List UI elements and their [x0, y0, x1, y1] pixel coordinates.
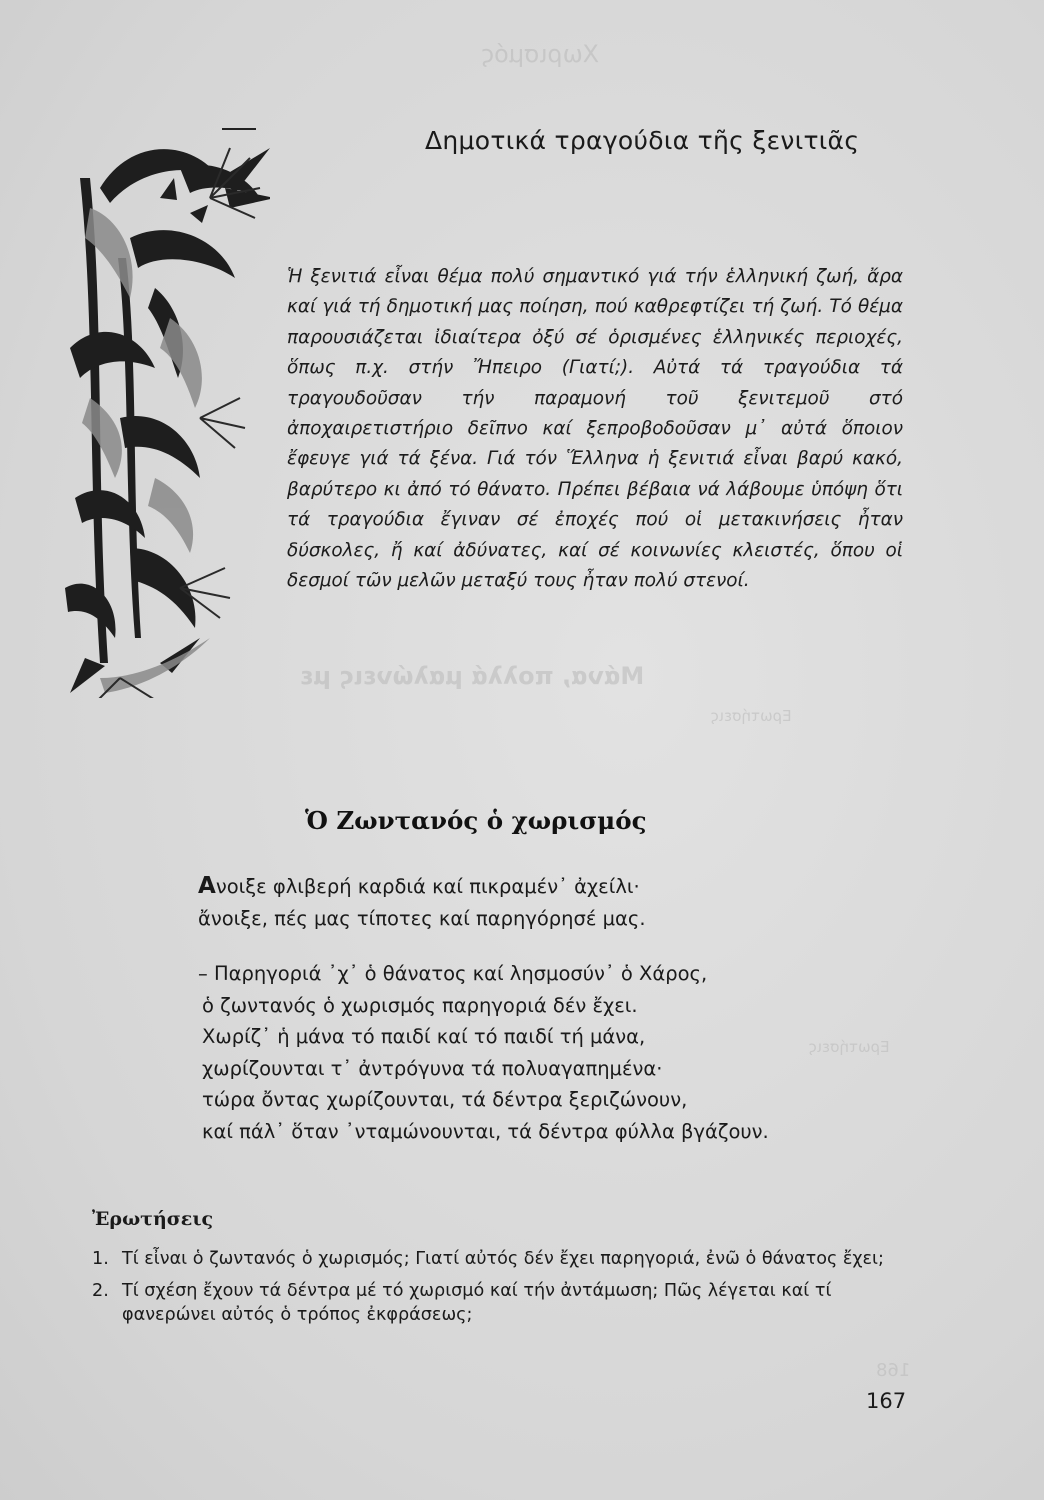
poem-line: χωρίζουνται τ᾽ ἀντρόγυνα τά πολυαγαπημένα· — [202, 1056, 663, 1080]
poem-line: ἄνοιξε, πές μας τίποτες καί παρηγόρησέ μας. — [198, 906, 646, 930]
questions-heading: Ἐρωτήσεις — [92, 1208, 214, 1230]
drop-initial: Α — [198, 873, 216, 899]
poem-line: Χωρίζ᾽ ἡ μάνα τό παιδί καί τό παιδί τή μάνα, — [202, 1025, 646, 1048]
question-item — [92, 1279, 904, 1328]
poem-line: τώρα ὄντας χωρίζουνται, τά δέντρα ξεριζώνουν, — [202, 1088, 688, 1111]
question-number: 2. — [92, 1280, 109, 1301]
title-dash — [222, 128, 256, 130]
show-through-page-number: 168 — [876, 1360, 911, 1381]
poem-line: – Παρηγοριά ᾽χ᾽ ὁ θάνατος καί λησμοσύν᾽ ὁ Χάρος, — [198, 962, 708, 985]
stanza-break — [198, 934, 898, 958]
question-text: Τί σχέση ἔχουν τά δέντρα μέ τό χωρισμό καί τήν ἀντάμωση; Πῶς λέγεται καί τί φανερώνει αὐτός ὁ τρόπος ἐκφράσεως; — [122, 1280, 832, 1325]
poem-body — [198, 871, 898, 1147]
question-text: Τί εἶναι ὁ ζωντανός ὁ χωρισμός; Γιατί αὐτός δέν ἔχει παρηγοριά, ἐνῶ ὁ θάνατος ἔχει; — [122, 1249, 884, 1269]
show-through-title: Χωρισμός — [480, 40, 600, 68]
floral-ornament-icon — [60, 118, 270, 698]
poem-title: Ὁ Ζωντανός ὁ χωρισμός — [305, 806, 647, 835]
question-item — [92, 1247, 904, 1272]
show-through-questions: Ερωτήσεις — [710, 707, 792, 725]
poem-line: καί πάλ᾽ ὅταν ᾽νταμώνουνται, τά δέντρα φύλλα βγάζουν. — [202, 1119, 769, 1143]
show-through-questions-2: Ερωτήσεις — [808, 1038, 890, 1056]
question-number: 1. — [92, 1249, 109, 1269]
intro-paragraph: Ἡ ξενιτιά εἶναι θέμα πολύ σημαντικό γιά τήν ἑλληνική ζωή, ἄρα καί γιά τή δημοτική μας ποίηση, πού καθρεφτίζει τή ζωή. Τό θέμα παρουσιάζεται ἰδιαίτερα ὀξύ σέ ὁρισμένες ἑλληνικές περιοχές, ὅπως π.χ. στήν Ἤπειρο (Γιατί;). Αὐτά τά τραγούδια τά τραγουδοῦσαν τήν παραμονή τοῦ ξενιτεμοῦ στό ἀποχαιρετιστήριο δεῖπνο καί ξεπροβοδοῦσαν μ᾽ αὐτά ὅποιον ἔφευγε γιά τά ξένα. Γιά τόν Ἕλληνα ἡ ξενιτιά εἶναι βαρύ κακό, βαρύτερο κι ἀπό τό θάνατο. Πρέπει βέβαια νά λάβουμε ὑπόψη ὅτι τά τραγούδια ἔγιναν σέ ἐποχές πού οἱ μετακινήσεις ἦταν δύσκολες, ἤ καί ἀδύνατες, καί σέ κοινωνίες κλειστές, ὅπου οἱ δεσμοί τῶν μελῶν μεταξύ τους ἦταν πολύ στενοί. — [287, 266, 903, 592]
page-number: 167 — [866, 1389, 907, 1413]
poem-line: Ανοιξε φλιβερή καρδιά καί πικραμέν᾽ ἀχείλι· — [198, 873, 640, 899]
section-title: Δημοτικά τραγούδια τῆς ξενιτιᾶς — [425, 126, 860, 155]
show-through-heading: Μάνα, πολλά μαλώνεις με — [300, 662, 645, 690]
questions-list — [92, 1247, 904, 1335]
poem-line: ὁ ζωντανός ὁ χωρισμός παρηγοριά δέν ἔχει. — [202, 993, 638, 1017]
